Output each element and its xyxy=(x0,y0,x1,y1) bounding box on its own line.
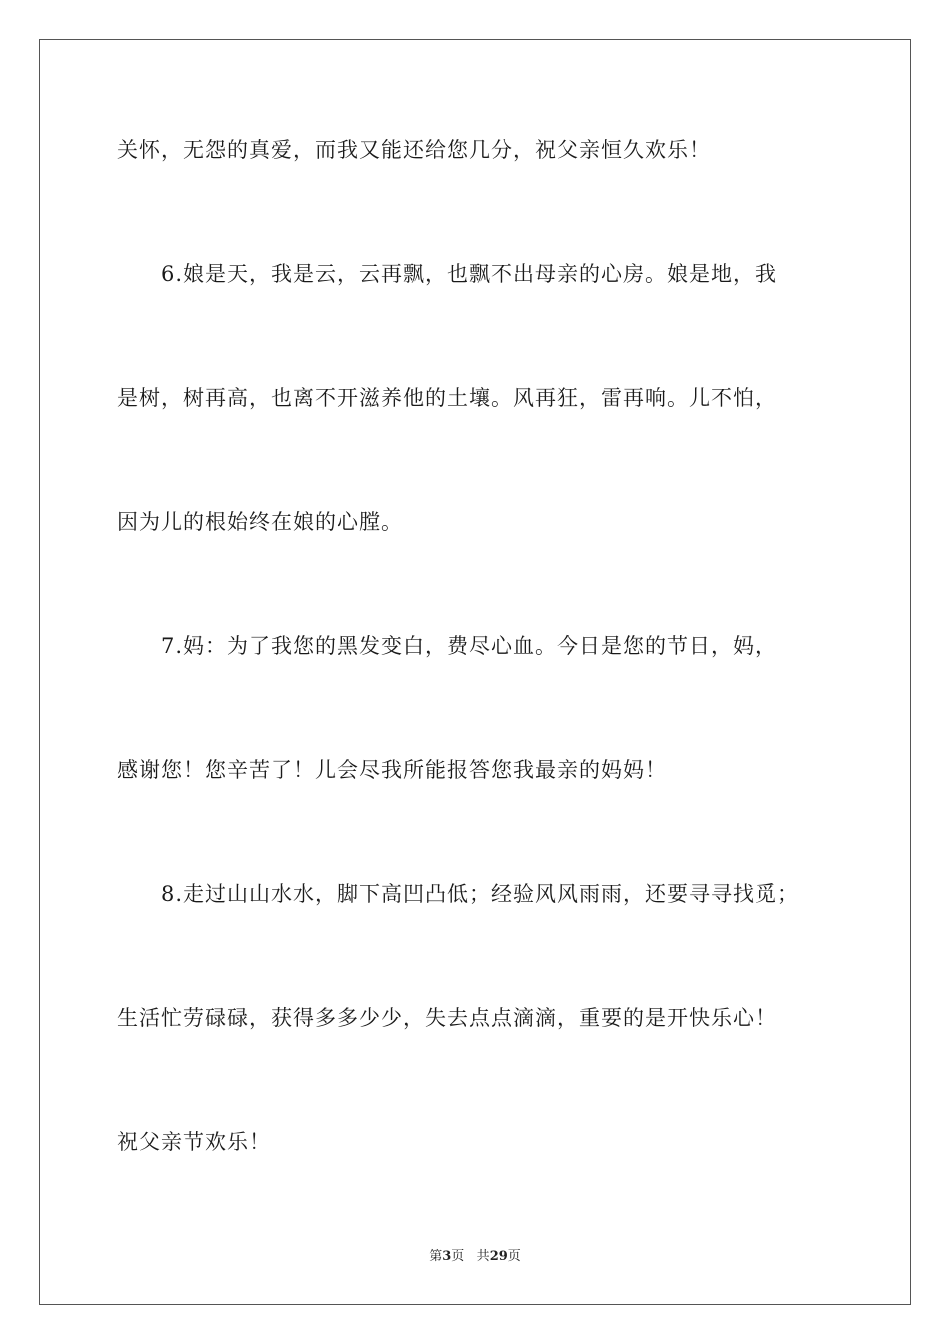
page-number: 3 xyxy=(442,1249,452,1264)
text-line-8: 生活忙劳碌碌，获得多多少少，失去点点滴滴，重要的是开快乐心！ xyxy=(117,1006,777,1030)
page-border xyxy=(39,39,911,1305)
text-line-4: 因为儿的根始终在娘的心膛。 xyxy=(117,510,403,534)
text-line-9: 祝父亲节欢乐！ xyxy=(117,1130,271,1154)
total-prefix: 共 xyxy=(476,1249,490,1264)
page-suffix: 页 xyxy=(451,1249,465,1264)
text-line-3: 是树，树再高，也离不开滋养他的土壤。风再狂，雷再响。儿不怕， xyxy=(117,386,777,410)
text-line-6: 感谢您！您辛苦了！儿会尽我所能报答您我最亲的妈妈！ xyxy=(117,758,667,782)
page-total: 29 xyxy=(489,1249,508,1264)
page-prefix: 第 xyxy=(429,1249,443,1264)
text-line-7: 8.走过山山水水，脚下高凹凸低；经验风风雨雨，还要寻寻找觅； xyxy=(161,882,800,906)
total-suffix: 页 xyxy=(507,1249,521,1264)
page-footer xyxy=(0,1248,950,1266)
text-line-2: 6.娘是天，我是云，云再飘，也飘不出母亲的心房。娘是地，我 xyxy=(161,262,778,286)
text-line-1: 关怀，无怨的真爱，而我又能还给您几分，祝父亲恒久欢乐！ xyxy=(117,138,711,162)
text-line-5: 7.妈：为了我您的黑发变白，费尽心血。今日是您的节日，妈， xyxy=(161,634,778,658)
